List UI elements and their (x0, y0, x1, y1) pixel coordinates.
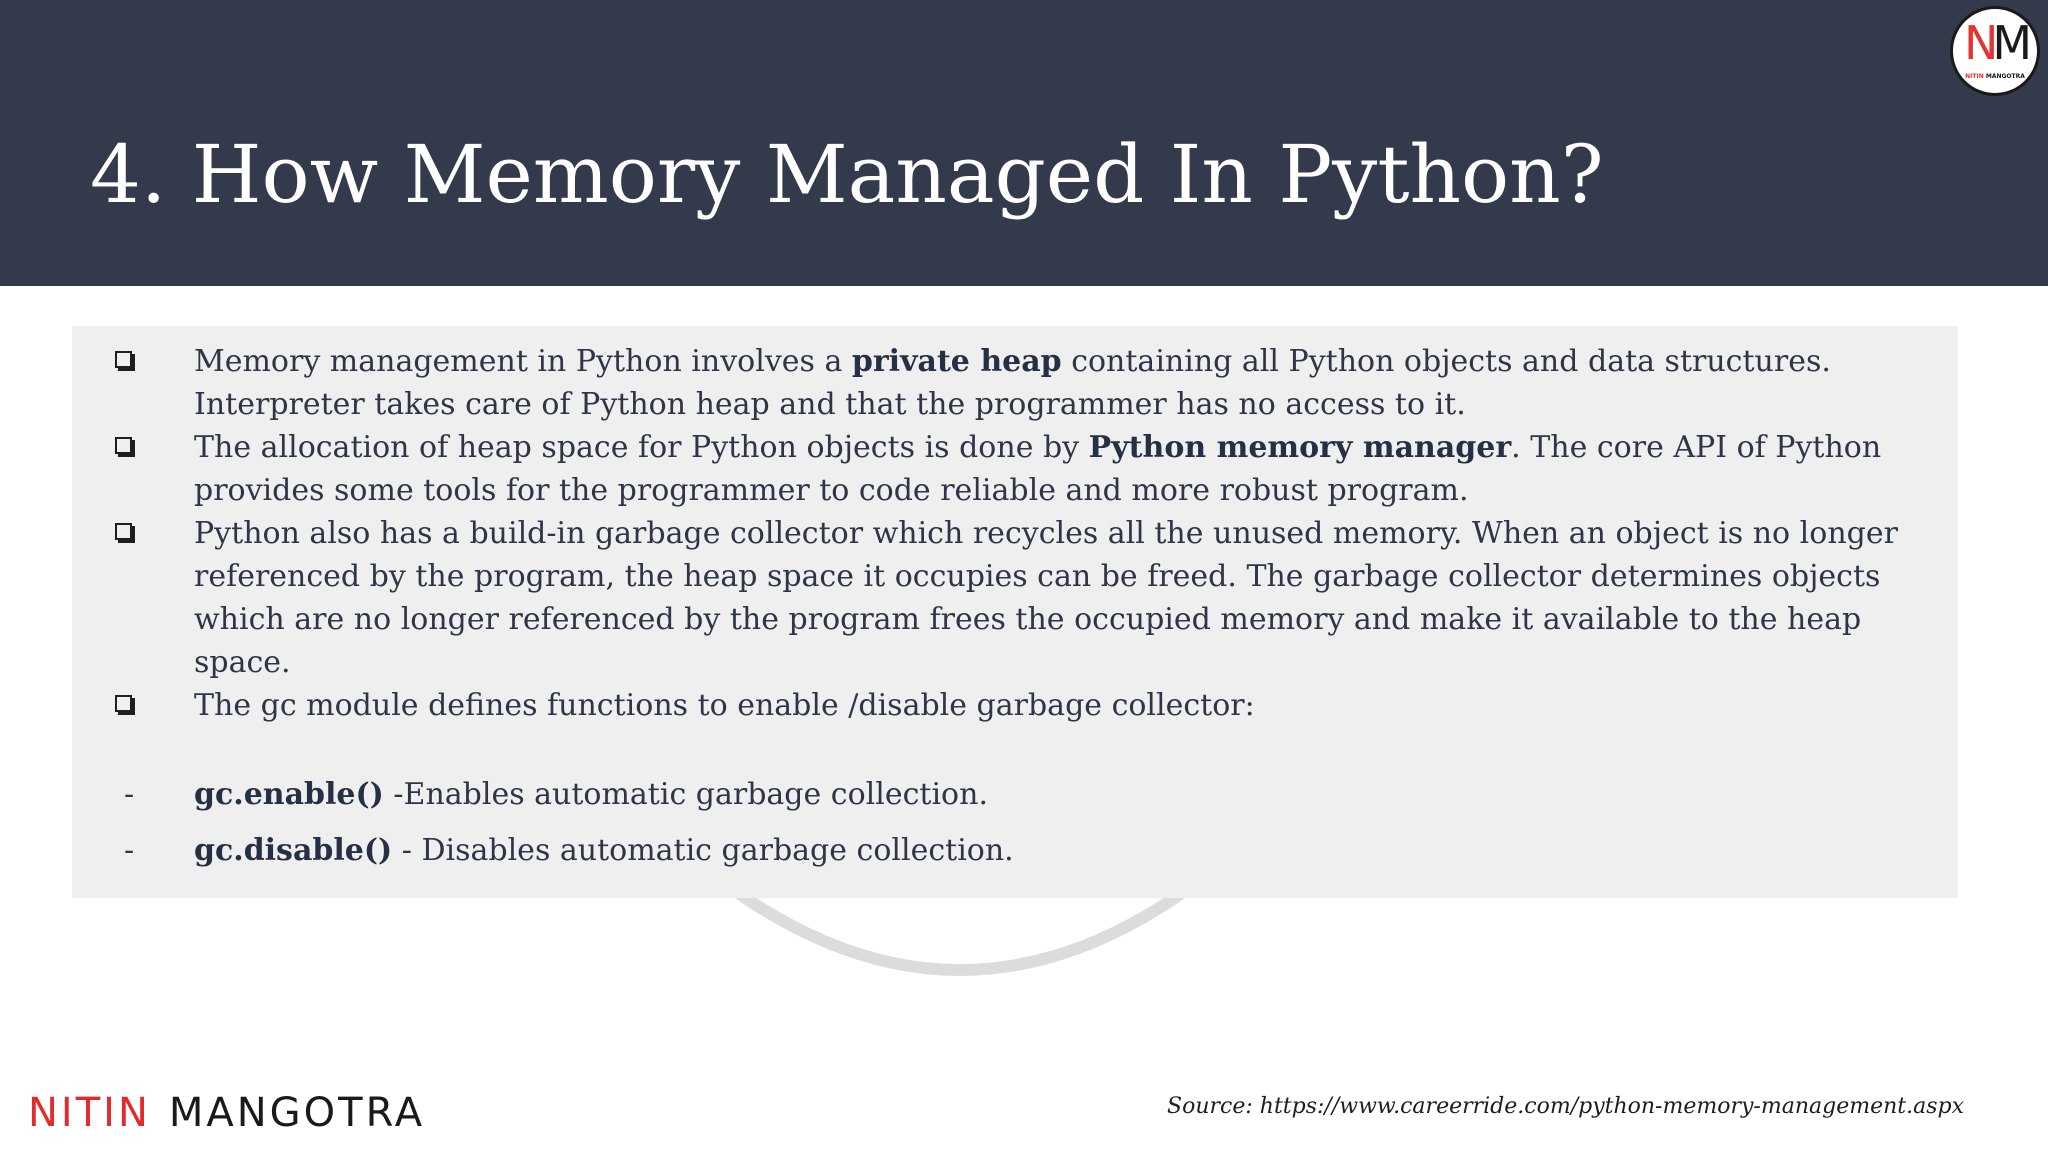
header-banner (0, 0, 2048, 286)
bullet-list (110, 340, 1910, 727)
brand-first-name: NITIN (28, 1090, 151, 1136)
gc-function-item (110, 773, 1910, 829)
bullet-bold-text: Python memory manager (1088, 430, 1512, 465)
logo-monogram (1953, 17, 2037, 69)
function-description: - Disables automatic garbage collection. (392, 833, 1014, 868)
dash-bullet: - (124, 833, 135, 868)
bullet-text: containing all Python objects and data structures. Interpreter takes care of Python heap and that the programmer has no access to it. (194, 344, 1831, 422)
function-name: gc.enable() (194, 777, 384, 812)
footer-brand-logo (28, 1088, 425, 1138)
checkbox-bullet-icon (115, 523, 132, 540)
bullet-item (110, 340, 1910, 426)
checkbox-bullet-icon (115, 351, 132, 368)
bullet-item (110, 426, 1910, 512)
brand-logo-badge (1950, 6, 2040, 96)
function-name: gc.disable() (194, 833, 393, 868)
logo-sub-last: MANGOTRA (1985, 73, 2025, 80)
logo-subtitle (1953, 73, 2037, 81)
gc-function-list (110, 773, 1910, 885)
bullet-item (110, 512, 1910, 684)
logo-letter-m: M (1992, 16, 2027, 70)
brand-last-name: MANGOTRA (168, 1090, 426, 1136)
checkbox-bullet-icon (115, 695, 132, 712)
gc-function-item (110, 829, 1910, 885)
slide-title: 4. How Memory Managed In Python? (90, 128, 1604, 221)
bullet-text: . The core API of Python provides some tools for the programmer to code reliable and more robust program. (194, 430, 1882, 508)
bullet-text: Memory management in Python involves a (194, 344, 852, 379)
function-description: -Enables automatic garbage collection. (383, 777, 988, 812)
bullet-bold-text: private heap (851, 344, 1062, 379)
bullet-text: The gc module defines functions to enable /disable garbage collector: (194, 688, 1255, 723)
source-citation: Source: https://www.careerride.com/python-memory-management.aspx (1167, 1094, 1964, 1119)
bullet-item (110, 684, 1910, 727)
bullet-text: The allocation of heap space for Python objects is done by (194, 430, 1089, 465)
dash-bullet: - (124, 777, 135, 812)
bullet-text: Python also has a build-in garbage collector which recycles all the unused memory. When an object is no longer referenced by the program, the heap space it occupies can be freed. The garbage collector determines objects which are no longer referenced by the program frees the occupied memory and make it available to the heap space. (194, 516, 1898, 680)
logo-sub-first: NITIN (1965, 73, 1984, 80)
checkbox-bullet-icon (115, 437, 132, 454)
logo-letter-n: N (1963, 16, 1993, 70)
